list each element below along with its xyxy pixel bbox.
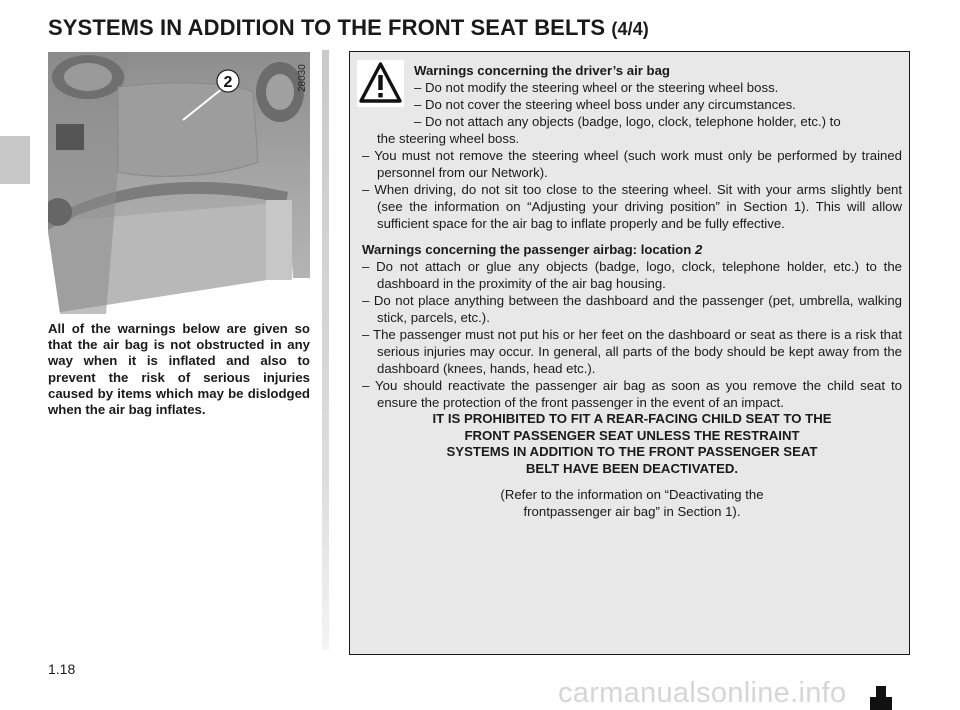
dashboard-photo <box>48 52 310 314</box>
intro-paragraph: All of the warnings below are given so that the air bag is not obstructed in any way when it is inflated and also to prevent the risk of serious injuries caused by items which may be dislodged when the air bag inflates. <box>48 321 310 418</box>
driver-item-1: – Do not modify the steering wheel or the steering wheel boss. <box>414 80 779 95</box>
driver-item-3: – Do not attach any objects (badge, logo, clock, telephone holder, etc.) to <box>414 114 841 129</box>
section-tab <box>0 136 30 184</box>
passenger-item-1: – Do not attach or glue any objects (badge, logo, clock, telephone holder, etc.) to the dashboard in the proximity of the air bag housing. <box>362 259 902 291</box>
warning-text <box>362 62 902 521</box>
driver-item-3-continued: the steering wheel boss. <box>377 131 520 146</box>
driver-heading: Warnings concerning the driver’s air bag <box>414 63 670 78</box>
passenger-location: 2 <box>694 242 703 257</box>
passenger-item-3: – The passenger must not put his or her feet on the dashboard or seat as there is a risk that serious injuries may occur. In general, all parts of the body should be kept away from the dashboard (knees, hands, head etc.). <box>362 327 902 376</box>
driver-item-4: – You must not remove the steering wheel (such work must only be performed by trained personnel from our Network). <box>362 148 902 180</box>
figure-reference: 28030 <box>297 64 308 92</box>
passenger-heading <box>362 241 902 258</box>
column-divider <box>322 50 329 650</box>
prohibited-notice: IT IS PROHIBITED TO FIT A REAR-FACING CHILD SEAT TO THE FRONT PASSENGER SEAT UNLESS THE RESTRAINT SYSTEMS IN ADDITION TO THE FRONT PASSENGER SEAT BELT HAVE BEEN DEACTIVATED. <box>432 411 832 476</box>
watermark: carmanualsonline.info <box>558 677 847 709</box>
page-title-suffix: (4/4) <box>611 19 649 39</box>
refer-note: (Refer to the information on “Deactivating the frontpassenger air bag” in Section 1). <box>500 487 764 519</box>
page-title-text: SYSTEMS IN ADDITION TO THE FRONT SEAT BELTS <box>48 15 606 40</box>
driver-item-5: – When driving, do not sit too close to the steering wheel. Sit with your arms slightly bent (see the information on “Adjusting your driving position” in Section 1). This will allow sufficient space for the air bag to inflate properly and be fully effective. <box>362 182 902 231</box>
callout-number: 2 <box>223 74 233 91</box>
dashboard-illustration <box>48 52 310 314</box>
passenger-item-2: – Do not place anything between the dashboard and the passenger (pet, umbrella, walking stick, parcels, etc.). <box>362 293 902 325</box>
page-title <box>48 15 649 41</box>
corner-mark-base <box>870 697 892 710</box>
page-number: 1.18 <box>48 661 76 677</box>
driver-item-2: – Do not cover the steering wheel boss under any circumstances. <box>414 97 796 112</box>
passenger-item-4: – You should reactivate the passenger air bag as soon as you remove the child seat to ensure the protection of the front passenger in the event of an impact. <box>362 378 902 410</box>
passenger-heading-text: Warnings concerning the passenger airbag: location <box>362 242 692 257</box>
